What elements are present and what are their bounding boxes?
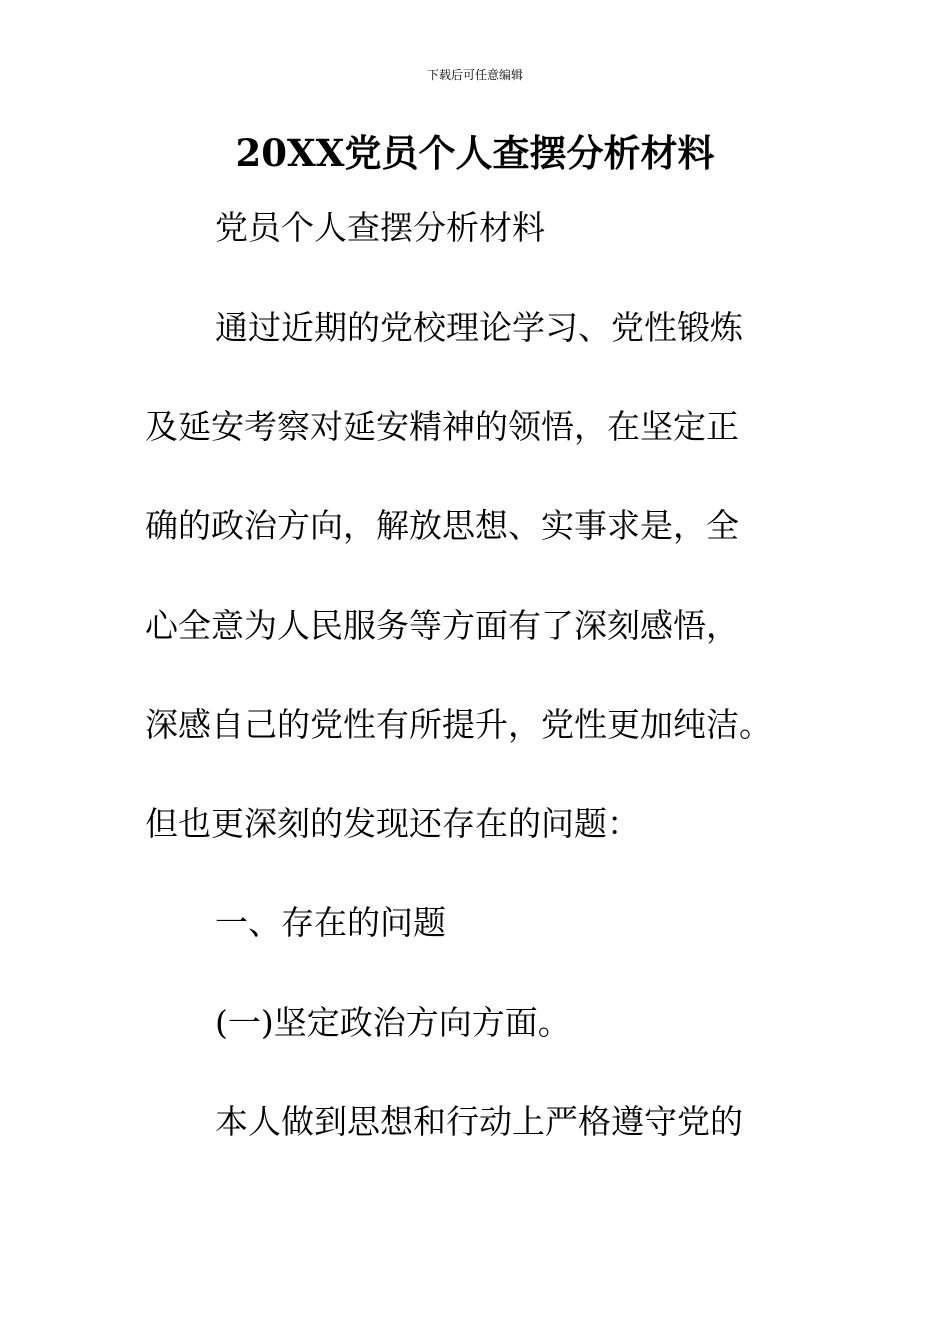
body-line-4: 心全意为人民服务等方面有了深刻感悟， [145,606,739,645]
subsection-heading: (一)坚定政治方向方面。 [215,1003,571,1042]
document-title: 20XX党员个人查摆分析材料 [235,131,715,175]
body-line-2: 及延安考察对延安精神的领悟，在坚定正 [145,407,739,446]
download-edit-note: 下载后可任意编辑 [426,68,523,82]
body-line-5: 深感自己的党性有所提升，党性更加纯洁。 [145,705,772,744]
body-line-6: 但也更深刻的发现还存在的问题： [145,804,640,843]
subtitle-line: 党员个人查摆分析材料 [215,208,545,247]
body-line-3: 确的政治方向，解放思想、实事求是，全 [145,506,739,545]
section-heading: 一、存在的问题 [215,903,446,942]
body-line-1: 通过近期的党校理论学习、党性锻炼 [215,308,743,347]
body-line-9: 本人做到思想和行动上严格遵守党的 [215,1102,743,1141]
